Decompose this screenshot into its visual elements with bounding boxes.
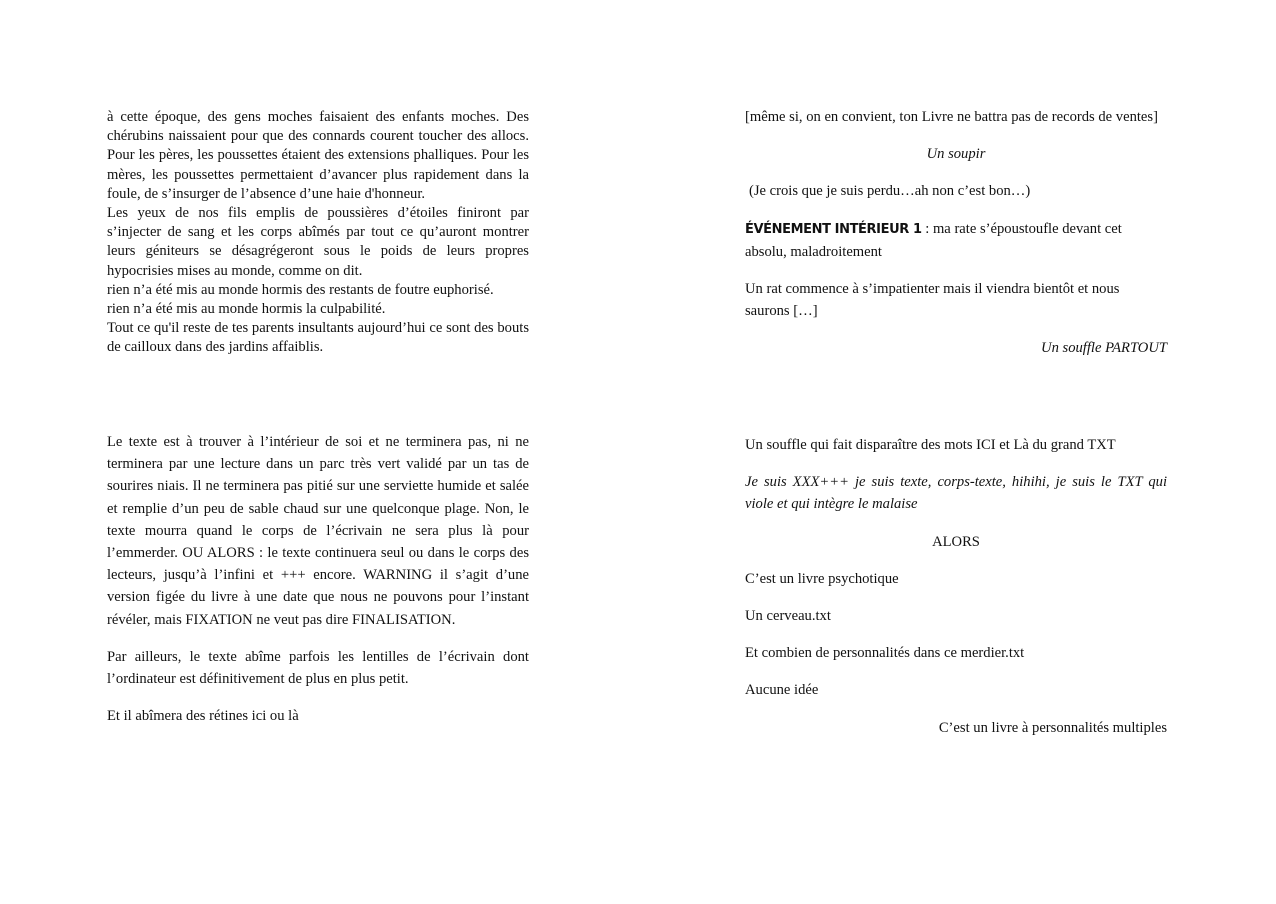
left-lower-paragraph-3: Et il abîmera des rétines ici ou là: [107, 708, 299, 725]
left-lower-block: [107, 431, 529, 742]
left-paragraph-2: Les yeux de nos fils emplis de poussières d’étoiles finiront par s’injecter de sang et les corps abîmés par tout ce qu’auront montrer leurs géniteurs se désagrégeront sous le poids de leurs propres hypocrisies mises au monde, comme on dit.: [107, 205, 529, 279]
right-upper-block: [745, 106, 1167, 375]
right-lower-je-suis: Je suis XXX+++ je suis texte, corps-texte, hihihi, je suis le TXT qui viole et qui intègre le malaise: [745, 474, 1167, 513]
right-paragraph-event: [745, 218, 1167, 263]
right-paragraph-perdu: (Je crois que je suis perdu…ah non c’est bon…): [749, 183, 1031, 200]
right-lower-souffle: Un souffle qui fait disparaître des mots ICI et Là du grand TXT: [745, 437, 1116, 453]
right-paragraph-rat: Un rat commence à s’impatienter mais il viendra bientôt et nous saurons […]: [745, 281, 1120, 320]
left-paragraph-1: à cette époque, des gens moches faisaient des enfants moches. Des chérubins naissaient pour que des connards courent toucher des allocs. Pour les pères, les poussettes étaient des extensions phalliques. Pour les mères, les poussettes permettaient d’avancer plus rapidement dans la foule, de s’insurger de l’absence d’une haie d'honneur.: [107, 109, 529, 202]
right-lower-personnalites: Et combien de personnalités dans ce merdier.txt: [745, 645, 1025, 662]
left-paragraph-5: Tout ce qu'il reste de tes parents insultants aujourd’hui ce sont des bouts de cailloux dans des jardins affaiblis.: [107, 320, 529, 356]
left-paragraph-3: rien n’a été mis au monde hormis des restants de foutre euphorisé.: [107, 281, 494, 298]
right-lower-psychotique: C’est un livre psychotique: [745, 570, 899, 587]
event-title: ÉVÉNEMENT INTÉRIEUR 1: [745, 221, 922, 237]
left-lower-paragraph-2: Par ailleurs, le texte abîme parfois les lentilles de l’écrivain dont l’ordinateur est définitivement de plus en plus petit.: [107, 648, 529, 688]
right-page: [745, 0, 1167, 904]
left-page: [107, 0, 529, 904]
right-lower-cerveau: Un cerveau.txt: [745, 608, 831, 625]
event-text: : ma rate s’époustoufle devant cet absolu, maladroitement: [745, 220, 1122, 260]
right-lower-block: [745, 434, 1167, 754]
left-paragraph-4: rien n’a été mis au monde hormis la culpabilité.: [107, 301, 386, 318]
right-lower-multiples: C’est un livre à personnalités multiples: [938, 719, 1167, 736]
right-paragraph-soupir: Un soupir: [926, 146, 986, 163]
right-lower-aucune-idee: Aucune idée: [745, 682, 819, 699]
left-dense-block: [107, 108, 529, 358]
right-paragraph-souffle-partout: Un souffle PARTOUT: [1041, 340, 1167, 357]
right-paragraph-records: [même si, on en convient, ton Livre ne battra pas de records de ventes]: [745, 109, 1158, 125]
right-lower-alors: ALORS: [932, 533, 980, 550]
left-lower-paragraph-1: Le texte est à trouver à l’intérieur de soi et ne terminera pas, ni ne terminera par une lecture dans un parc très vert validé par un tas de sourires niais. Il ne terminera pas pitié sur une serviette humide et salée et remplie d’un peu de sable chaud sur une quelconque plage. Non, le texte mourra quand le corps de l’écrivain ne sera plus là pour l’emmerder. OU ALORS : le texte continuera seul ou dans le corps des lecteurs, jusqu’à l’infini et +++ encore. WARNING il s’agit d’une version figée du livre à une date que nous ne pouvons pour l’instant révéler, mais FIXATION ne veut pas dire FINALISATION.: [107, 434, 529, 628]
